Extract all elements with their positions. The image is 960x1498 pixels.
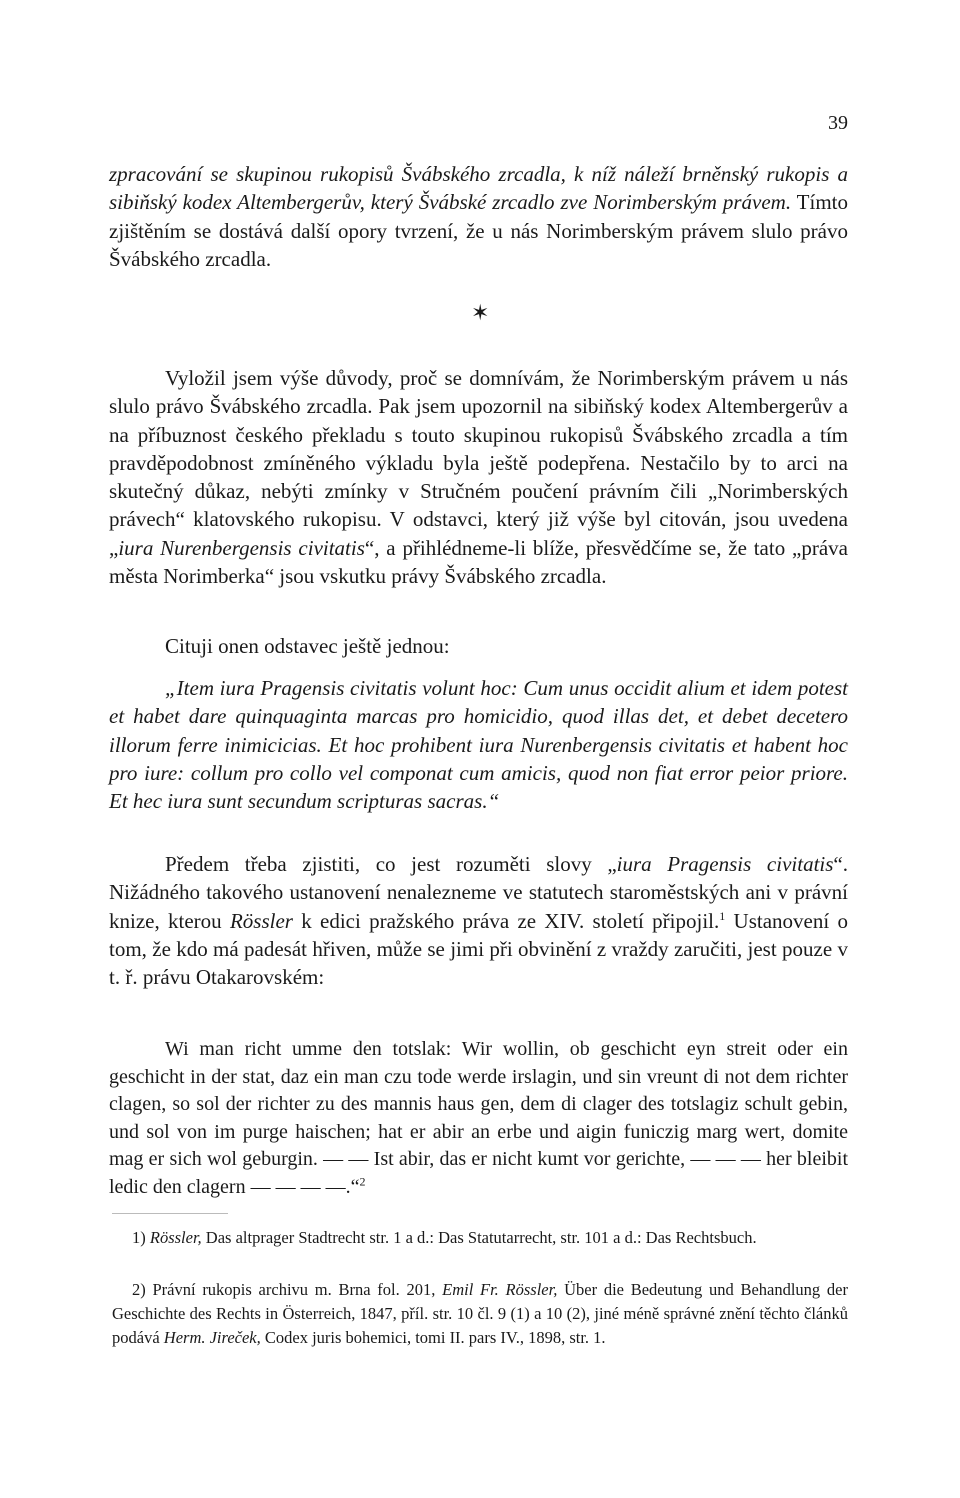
paragraph-continuation: [109, 160, 848, 273]
footnote-reference-1[interactable]: 1: [719, 908, 726, 923]
italic-term: iura Nurenbergensis civitatis: [118, 535, 365, 560]
paragraph-analysis: [109, 850, 848, 991]
paragraph-text: Vyložil jsem výše důvody, proč se domnívám, že Norimberským právem u nás slulo právo Švábského zrcadla. Pak jsem upozornil na sibiňský kodex Altembergerův a na příbuznost českého překladu s touto skupinou rukopisů Švábského zrcadla a tím pravděpodobnost zmíněného výkladu byla ještě podepřena. Nestačilo by to arci na skutečný důkaz, nebýti zmínky v Stručném poučení právním čili „Norimberských právech“ klatovského rukopisu. V odstavci, který již výše byl citován, jsou uvedena „: [109, 366, 848, 560]
footnote-divider: [112, 1213, 228, 1214]
footnote-mark: 2): [132, 1280, 146, 1299]
author-name: Rössler,: [149, 1228, 202, 1247]
german-quotation: [109, 1036, 848, 1202]
footnote-text: Das altprager Stadtrecht str. 1 a d.: Das Statutarrecht, str. 101 a d.: Das Rechtsbuch.: [201, 1228, 757, 1247]
footnote-1: [112, 1226, 848, 1250]
footnote-reference-2[interactable]: 2: [359, 1174, 366, 1189]
quotation-text: Wi man richt umme den totslak: Wir wollin, ob geschicht eyn streit oder ein geschicht in der stat, daz ein man czu tode werde irslagin, und sin vreunt di not dem richter clagen, so sol der richter zu des mannis haus gen, dem di clager des totslagiz schult gebin, und sol von im purge haischen; hat er abir an erbe und aigin funiczig marg wert, domite mag er sich wol geburgin. — — Ist abir, das er nicht kumt vor gerichte, — — — her bleibit ledic den clagern — — — —.“: [109, 1038, 848, 1198]
author-name: Emil Fr. Rössler,: [442, 1280, 558, 1299]
footnote-2: [112, 1278, 848, 1350]
paragraph-text: Tímto zjištěním se dostává další opory tvrzení, že u nás Norimberským právem slulo právo Švábského zrcadla.: [109, 190, 848, 271]
italic-term: iura Pragensis civitatis: [616, 852, 834, 876]
page-number: 39: [828, 112, 848, 134]
paragraph-text: “. Nižádného takového ustanovení nenalezneme ve statutech staroměstských ani v právní knize, kterou: [109, 852, 848, 933]
paragraph-text: Předem třeba zjistiti, co jest rozuměti slovy „: [165, 852, 617, 876]
paragraph-text: “, a přihlédneme-li blíže, přesvědčíme se, že tato „práva města Norimberka“ jsou vskutku právy Švábského zrcadla.: [109, 535, 848, 589]
quotation-text: „Item iura Pragensis civitatis volunt hoc: Cum unus occidit alium et idem potest et habet dare quinquaginta marcas pro homicidio, quod illas det, et debet decetero illorum ferre inimicicias. Et hoc prohibent iura Nurenbergensis civitatis et habent hoc pro iure: collum pro collo vel componat cum amicis, quod non fiat error peior priore. Et hec iura sunt secundum scripturas sacras.“: [109, 676, 848, 814]
footnote-text: Über die Bedeutung und Behandlung der Geschichte des Rechts in Österreich, 1847, příl. str. 10 čl. 9 (1) a 10 (2), jiné méně správné znění těchto článků podává: [112, 1280, 848, 1347]
author-name: Rössler: [229, 908, 293, 933]
paragraph-text: Cituji onen odstavec ještě jednou:: [165, 634, 450, 658]
section-separator-asterisk: ✶: [471, 300, 490, 325]
paragraph-text: k edici pražského práva ze XIV. století připojil.: [292, 908, 720, 933]
author-name: Herm. Jireček,: [163, 1328, 261, 1347]
paragraph-argument: [109, 364, 848, 590]
footnote-text: Codex juris bohemici, tomi II. pars IV., 1898, str. 1.: [260, 1328, 606, 1347]
footnote-mark: 1): [132, 1228, 146, 1247]
paragraph-text: Ustanovení o tom, že kdo má padesát hřiven, může se jimi při obvinění z vraždy zaručiti, jest pouze v t. ř. právu Otakarovském:: [109, 908, 848, 990]
paragraph-citation-intro: [109, 632, 848, 660]
latin-quotation: [109, 674, 848, 815]
footnote-text: Právní rukopis archivu m. Brna fol. 201,: [145, 1280, 443, 1299]
italic-passage: zpracování se skupinou rukopisů Švábského zrcadla, k níž náleží brněnský rukopis a sibiňský kodex Altembergerův, který Švábské zrcadlo zve Norimberským právem.: [109, 162, 848, 215]
